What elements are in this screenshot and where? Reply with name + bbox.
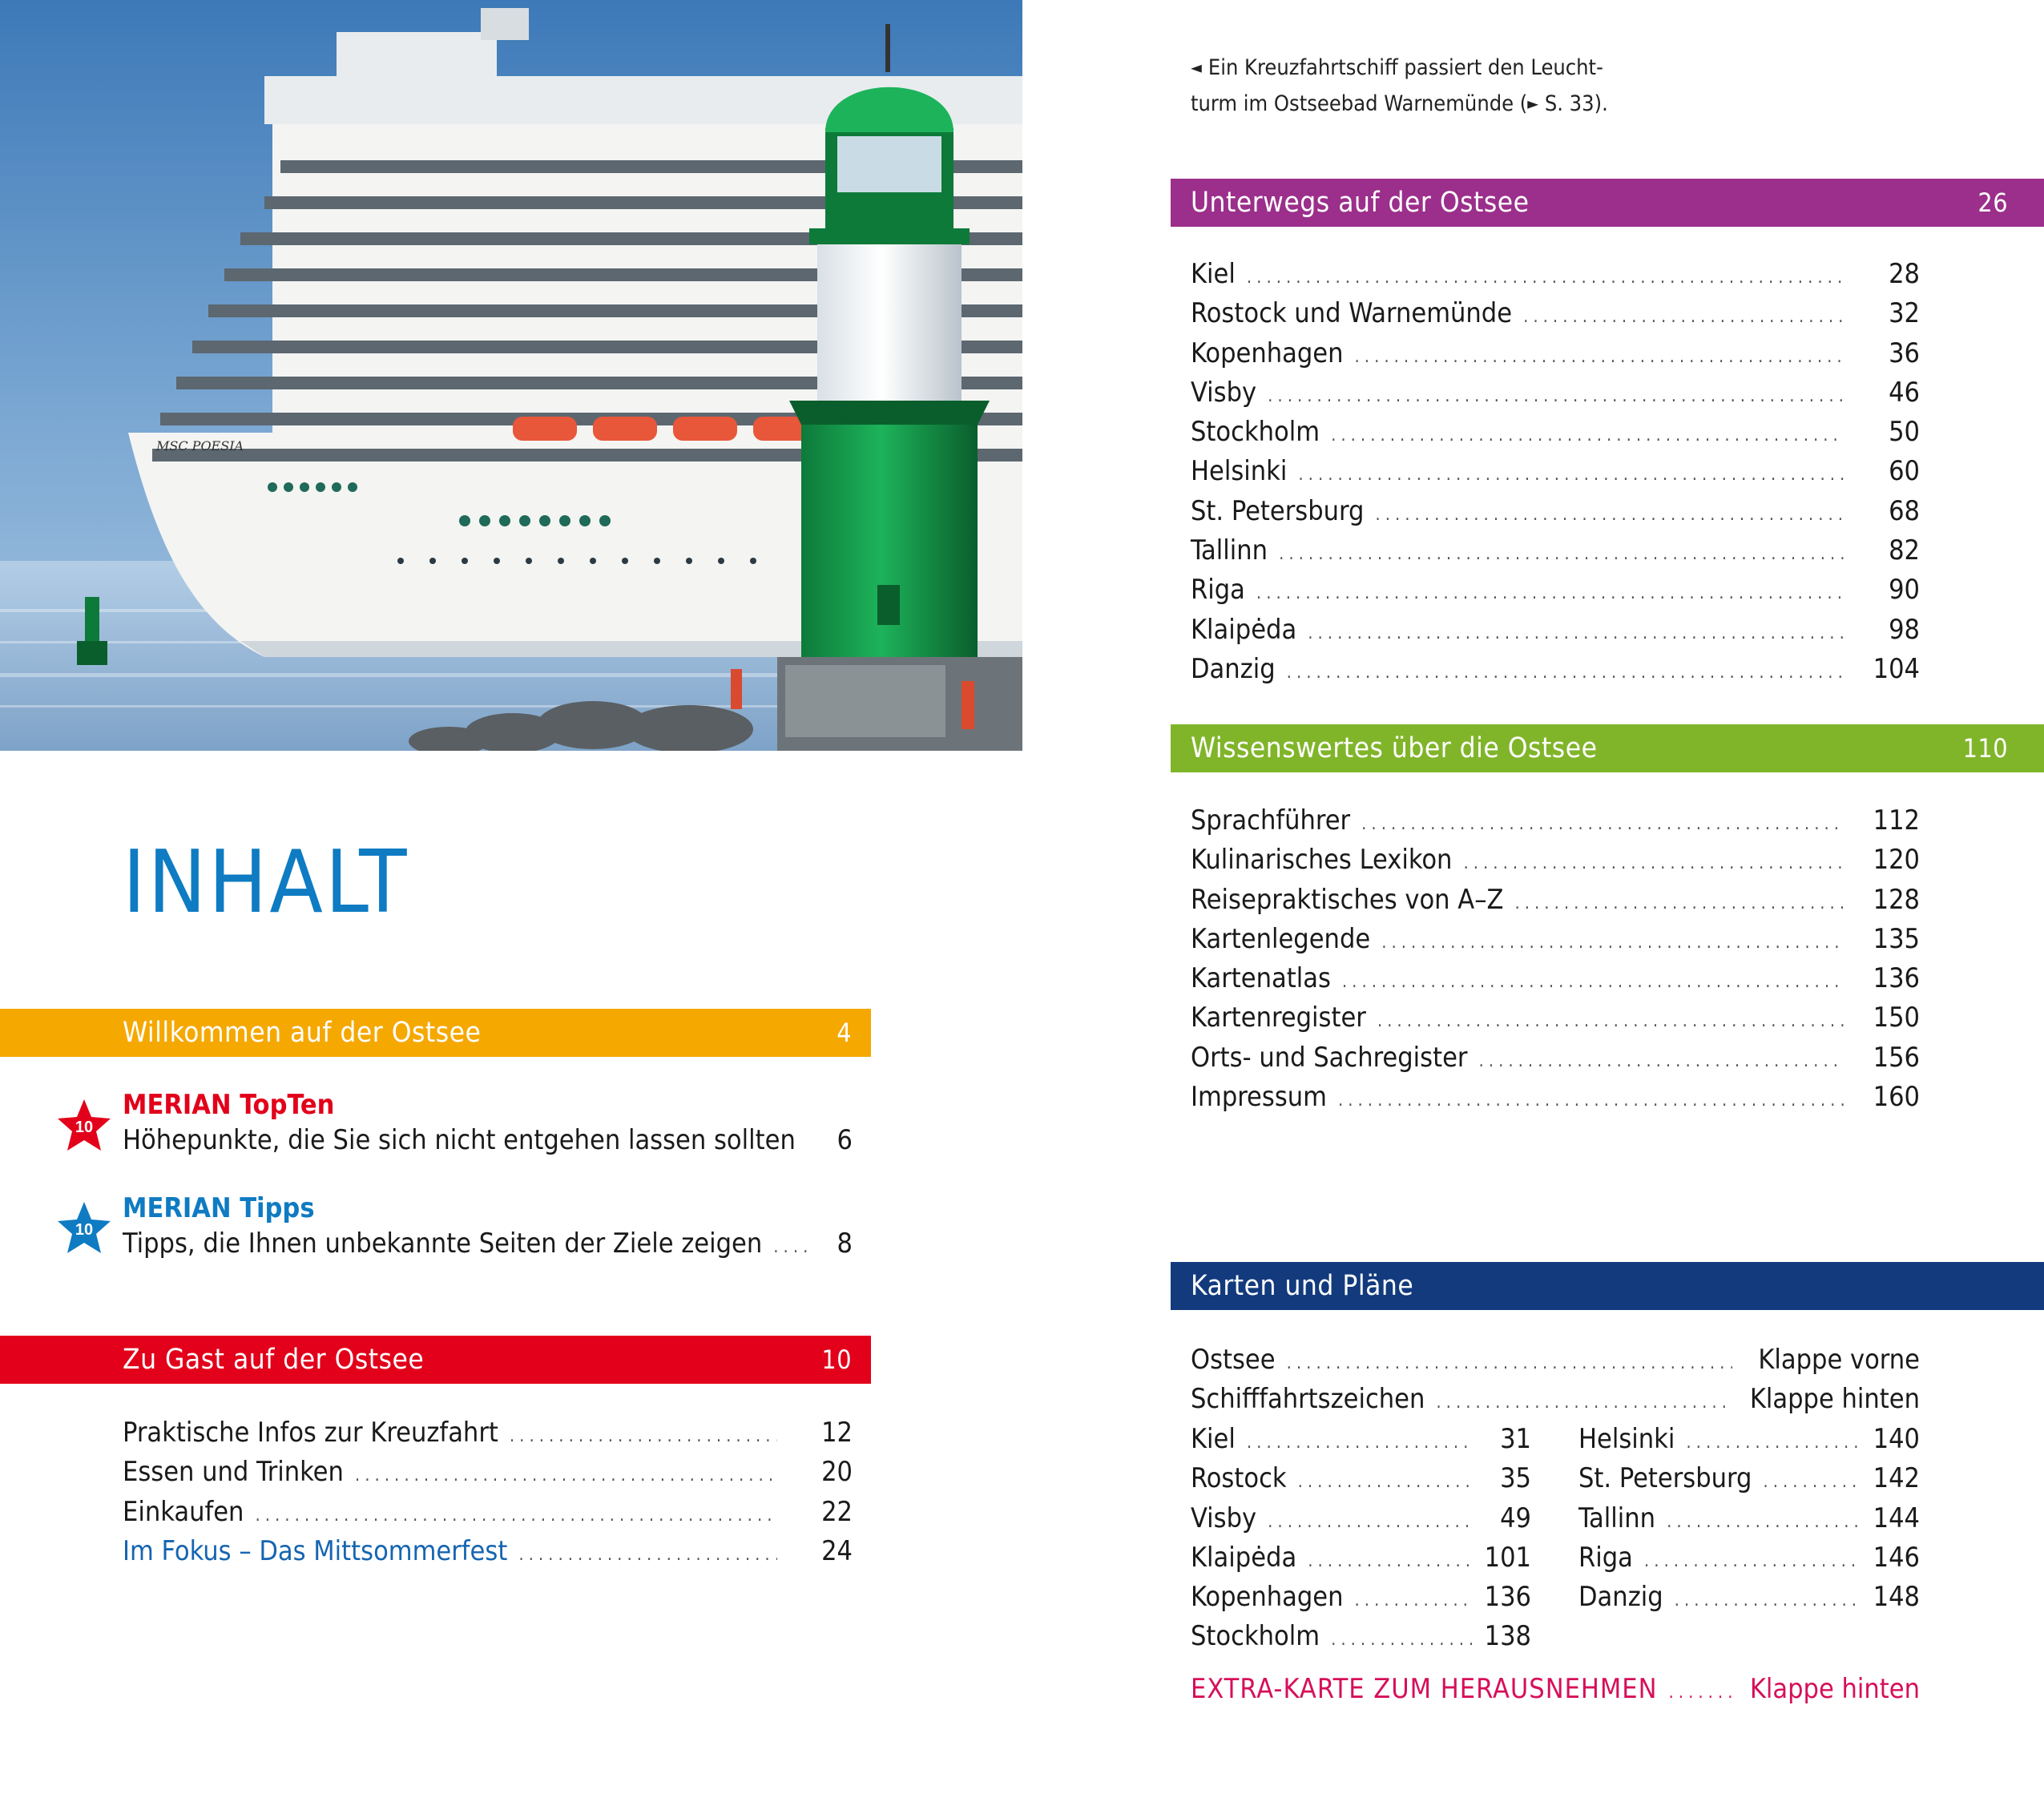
toc-row[interactable] — [1191, 1538, 1531, 1578]
leader-dots — [1268, 1502, 1472, 1542]
leader-dots — [1355, 1581, 1473, 1620]
entry-label: Rostock — [1191, 1462, 1287, 1495]
entry-label: Tipps, die Ihnen unbekannte Seiten der Ziele zeigen — [123, 1228, 763, 1260]
entry-page: 49 — [1500, 1502, 1531, 1534]
toc-row[interactable] — [1191, 1499, 1531, 1538]
leader-dots — [1675, 1581, 1861, 1620]
merian-topten-heading: MERIAN TopTen — [123, 1089, 335, 1121]
entry-page: 120 — [1873, 844, 1920, 877]
toc-row[interactable] — [1191, 801, 1920, 841]
entry-label: Riga — [1578, 1541, 1633, 1574]
entry-page: 156 — [1873, 1041, 1920, 1074]
entry-page: 128 — [1873, 883, 1920, 916]
entry-page: 60 — [1889, 455, 1920, 488]
toc-list-wissenswertes — [1191, 801, 1920, 1117]
entry-label: Visby — [1191, 1502, 1257, 1534]
entry-label: Schifffahrtszeichen — [1191, 1383, 1425, 1416]
leader-dots — [1308, 614, 1844, 653]
leader-dots — [1361, 804, 1844, 844]
entry-label: Danzig — [1191, 652, 1276, 685]
toc-row[interactable] — [123, 1493, 853, 1532]
photo-caption — [1191, 50, 1752, 122]
entry-page: 46 — [1889, 376, 1920, 409]
leader-dots — [1287, 653, 1844, 692]
entry-page: 101 — [1484, 1541, 1531, 1574]
entry-page: 142 — [1873, 1462, 1920, 1495]
entry-label: Stockholm — [1191, 416, 1320, 449]
entry-label: Impressum — [1191, 1081, 1327, 1114]
leader-dots — [1523, 297, 1844, 337]
toc-row[interactable] — [1191, 1340, 1920, 1380]
leader-dots — [510, 1417, 777, 1456]
leader-dots — [1338, 1081, 1844, 1120]
section-title: Willkommen auf der Ostsee — [123, 1017, 482, 1049]
leader-dots — [1308, 1542, 1472, 1581]
entry-label: Kopenhagen — [1191, 337, 1344, 369]
toc-row[interactable] — [1578, 1578, 1920, 1617]
leader-dots — [773, 1230, 809, 1265]
section-page: 10 — [821, 1344, 852, 1375]
entry-page: 6 — [837, 1124, 853, 1156]
leader-dots — [1342, 962, 1844, 1002]
toc-row[interactable] — [1191, 570, 1920, 610]
entry-page: 160 — [1873, 1081, 1920, 1114]
entry-label: Klaipėda — [1191, 613, 1297, 646]
entry-page: 135 — [1873, 922, 1920, 955]
toc-row[interactable] — [1191, 881, 1920, 920]
toc-row[interactable] — [1191, 294, 1920, 333]
leader-dots — [1644, 1542, 1861, 1581]
tipps-star-icon — [56, 1200, 112, 1256]
section-page: 110 — [1962, 733, 2008, 764]
toc-row[interactable] — [1191, 959, 1920, 998]
leader-dots — [1669, 1673, 1732, 1712]
entry-page: 150 — [1873, 1002, 1920, 1034]
entry-label: Stockholm — [1191, 1620, 1320, 1653]
toc-row[interactable] — [1191, 531, 1920, 570]
toc-row[interactable] — [1191, 1617, 1531, 1656]
toc-row[interactable] — [1578, 1420, 1920, 1459]
entry-page: 50 — [1889, 416, 1920, 449]
section-bar-gast[interactable] — [0, 1336, 871, 1384]
entry-label: Kartenlegende — [1191, 922, 1371, 955]
toc-row[interactable] — [1191, 334, 1920, 373]
leader-dots — [1331, 416, 1844, 455]
toc-row[interactable] — [1191, 1380, 1920, 1419]
leader-dots — [1514, 884, 1844, 923]
entry-page: 146 — [1873, 1541, 1920, 1574]
section-bar-unterwegs[interactable] — [1171, 179, 2044, 227]
entry-page: 144 — [1873, 1502, 1920, 1534]
toc-row[interactable] — [1578, 1459, 1920, 1498]
entry-label: Kulinarisches Lexikon — [1191, 844, 1453, 877]
leader-dots — [355, 1456, 777, 1495]
toc-row[interactable] — [1191, 650, 1920, 689]
entry-page: 148 — [1873, 1581, 1920, 1614]
entry-label: EXTRA-KARTE ZUM HERAUSNEHMEN — [1191, 1673, 1658, 1705]
leader-dots — [1667, 1502, 1861, 1542]
entry-label: Ostsee — [1191, 1344, 1276, 1376]
entry-page: 140 — [1873, 1423, 1920, 1455]
toc-row[interactable] — [123, 1453, 853, 1492]
entry-page: 136 — [1484, 1581, 1531, 1614]
section-title: Wissenswertes über die Ostsee — [1191, 732, 1598, 764]
toc-row[interactable] — [1191, 841, 1920, 880]
entry-label: St. Petersburg — [1191, 494, 1365, 527]
leader-dots — [1279, 534, 1844, 574]
leader-dots — [1686, 1423, 1861, 1462]
section-bar-karten[interactable] — [1171, 1262, 2044, 1310]
leader-dots — [1298, 1462, 1472, 1502]
entry-page: 138 — [1484, 1620, 1531, 1653]
entry-page: 36 — [1889, 337, 1920, 369]
entry-label: Praktische Infos zur Kreuzfahrt — [123, 1417, 498, 1449]
section-bar-willkommen[interactable] — [0, 1009, 871, 1057]
entry-label: Kartenregister — [1191, 1002, 1366, 1034]
entry-page: 68 — [1889, 494, 1920, 527]
section-title: Karten und Pläne — [1191, 1270, 1414, 1302]
ship-name: MSC POESIA — [156, 438, 244, 454]
entry-page: Klappe vorne — [1758, 1344, 1920, 1376]
caption-line-1: ◄ Ein Kreuzfahrtschiff passiert den Leucht- — [1191, 50, 1752, 86]
entry-label: Helsinki — [1191, 455, 1288, 488]
entry-page: 35 — [1500, 1462, 1531, 1495]
entry-page: 90 — [1889, 574, 1920, 607]
toc-list-karten-main — [1191, 1340, 1920, 1420]
leader-dots — [1463, 844, 1844, 883]
entry-label: Helsinki — [1578, 1423, 1675, 1455]
merian-topten-entry[interactable] — [123, 1087, 853, 1158]
entry-page: 32 — [1889, 297, 1920, 330]
leader-dots — [1331, 1620, 1472, 1659]
section-title: Zu Gast auf der Ostsee — [123, 1344, 425, 1376]
toc-row[interactable] — [1578, 1538, 1920, 1578]
entry-label: Essen und Trinken — [123, 1456, 344, 1489]
merian-topten-row — [123, 1123, 853, 1158]
toc-row[interactable] — [1191, 373, 1920, 413]
entry-page: 12 — [821, 1417, 853, 1449]
entry-label: Riga — [1191, 574, 1245, 607]
toc-row[interactable] — [1191, 1670, 1920, 1709]
merian-tipps-heading: MERIAN Tipps — [123, 1192, 315, 1224]
entry-page: 20 — [821, 1456, 853, 1489]
toc-row[interactable] — [1191, 1578, 1531, 1617]
entry-label: Sprachführer — [1191, 804, 1351, 837]
toc-row[interactable] — [1191, 1420, 1531, 1459]
leader-dots — [1763, 1462, 1861, 1502]
entry-label: Kiel — [1191, 1423, 1236, 1455]
toc-row[interactable] — [1191, 998, 1920, 1038]
toc-row[interactable] — [1578, 1499, 1920, 1538]
toc-list-karten-left — [1191, 1420, 1531, 1657]
entry-label: Höhepunkte, die Sie sich nicht entgehen lassen sollten — [123, 1124, 796, 1156]
toc-row[interactable] — [1191, 255, 1920, 294]
toc-row[interactable] — [1191, 1078, 1920, 1117]
topten-star-icon — [56, 1098, 112, 1154]
page-ref-arrow-icon: ► — [1527, 94, 1539, 113]
leader-dots — [1377, 1002, 1844, 1041]
entry-page: 22 — [821, 1495, 853, 1528]
merian-tipps-row — [123, 1226, 853, 1265]
entry-page: 24 — [821, 1534, 853, 1567]
entry-page: Klappe hinten — [1749, 1673, 1920, 1705]
entry-page: 31 — [1500, 1423, 1531, 1455]
entry-label: Einkaufen — [123, 1495, 244, 1528]
entry-page: 98 — [1889, 613, 1920, 646]
entry-label: St. Petersburg — [1578, 1462, 1752, 1495]
entry-label: Reisepraktisches von A–Z — [1191, 883, 1504, 916]
leader-dots — [1287, 1344, 1732, 1383]
caption-arrow-left-icon: ◄ — [1191, 58, 1202, 77]
toc-row[interactable] — [1191, 1038, 1920, 1078]
svg-text:10: 10 — [75, 1221, 94, 1239]
entry-label: Tallinn — [1191, 534, 1268, 567]
cruise-ship-lighthouse-illustration — [0, 0, 1022, 751]
leader-dots — [1247, 258, 1844, 297]
toc-row[interactable] — [1191, 452, 1920, 491]
leader-dots — [1381, 923, 1844, 962]
leader-dots — [1479, 1042, 1845, 1081]
extra-map-entry — [1191, 1670, 1920, 1709]
entry-label: Im Fokus – Das Mittsommerfest — [123, 1534, 508, 1567]
entry-page: 28 — [1889, 258, 1920, 290]
toc-list-karten-right — [1578, 1420, 1920, 1617]
entry-label: Kartenatlas — [1191, 962, 1331, 995]
toc-row[interactable] — [1191, 611, 1920, 650]
leader-dots — [1247, 1423, 1472, 1462]
entry-label: Rostock und Warnemünde — [1191, 297, 1513, 330]
leader-dots — [1375, 495, 1844, 534]
caption-line-2: turm im Ostseebad Warnemünde (► S. 33). — [1191, 86, 1752, 122]
entry-page: Klappe hinten — [1749, 1383, 1920, 1416]
section-page: 4 — [837, 1018, 852, 1048]
cover-photo — [0, 0, 1022, 751]
toc-row[interactable] — [1191, 492, 1920, 531]
entry-label: Visby — [1191, 376, 1257, 409]
toc-row[interactable] — [123, 1413, 853, 1453]
entry-label: Danzig — [1578, 1581, 1663, 1614]
entry-page: 112 — [1873, 804, 1920, 837]
section-title: Unterwegs auf der Ostsee — [1191, 187, 1530, 219]
toc-row[interactable] — [1191, 920, 1920, 959]
leader-dots — [1298, 455, 1844, 494]
entry-page: 104 — [1873, 652, 1920, 685]
leader-dots — [1256, 574, 1844, 613]
entry-page: 82 — [1889, 534, 1920, 567]
section-bar-wissenswertes[interactable] — [1171, 724, 2044, 772]
toc-list-gast — [123, 1413, 853, 1571]
leader-dots — [518, 1535, 777, 1574]
merian-tipps-entry[interactable] — [123, 1191, 853, 1265]
leader-dots — [1436, 1383, 1732, 1422]
section-page: 26 — [1977, 187, 2008, 218]
leader-dots — [1268, 377, 1844, 416]
toc-row[interactable] — [1191, 413, 1920, 452]
page-title: INHALT — [123, 832, 409, 933]
toc-row-im-fokus[interactable] — [123, 1532, 853, 1571]
svg-text:10: 10 — [75, 1119, 94, 1136]
toc-row[interactable] — [1191, 1459, 1531, 1498]
entry-label: Kopenhagen — [1191, 1581, 1344, 1614]
leader-dots — [255, 1496, 777, 1535]
entry-label: Orts- und Sachregister — [1191, 1041, 1468, 1074]
leader-dots — [1355, 337, 1845, 377]
entry-page: 136 — [1873, 962, 1920, 995]
entry-label: Klaipėda — [1191, 1541, 1297, 1574]
entry-page: 8 — [837, 1228, 853, 1260]
entry-label: Kiel — [1191, 258, 1236, 290]
toc-list-unterwegs — [1191, 255, 1920, 689]
entry-label: Tallinn — [1578, 1502, 1656, 1534]
